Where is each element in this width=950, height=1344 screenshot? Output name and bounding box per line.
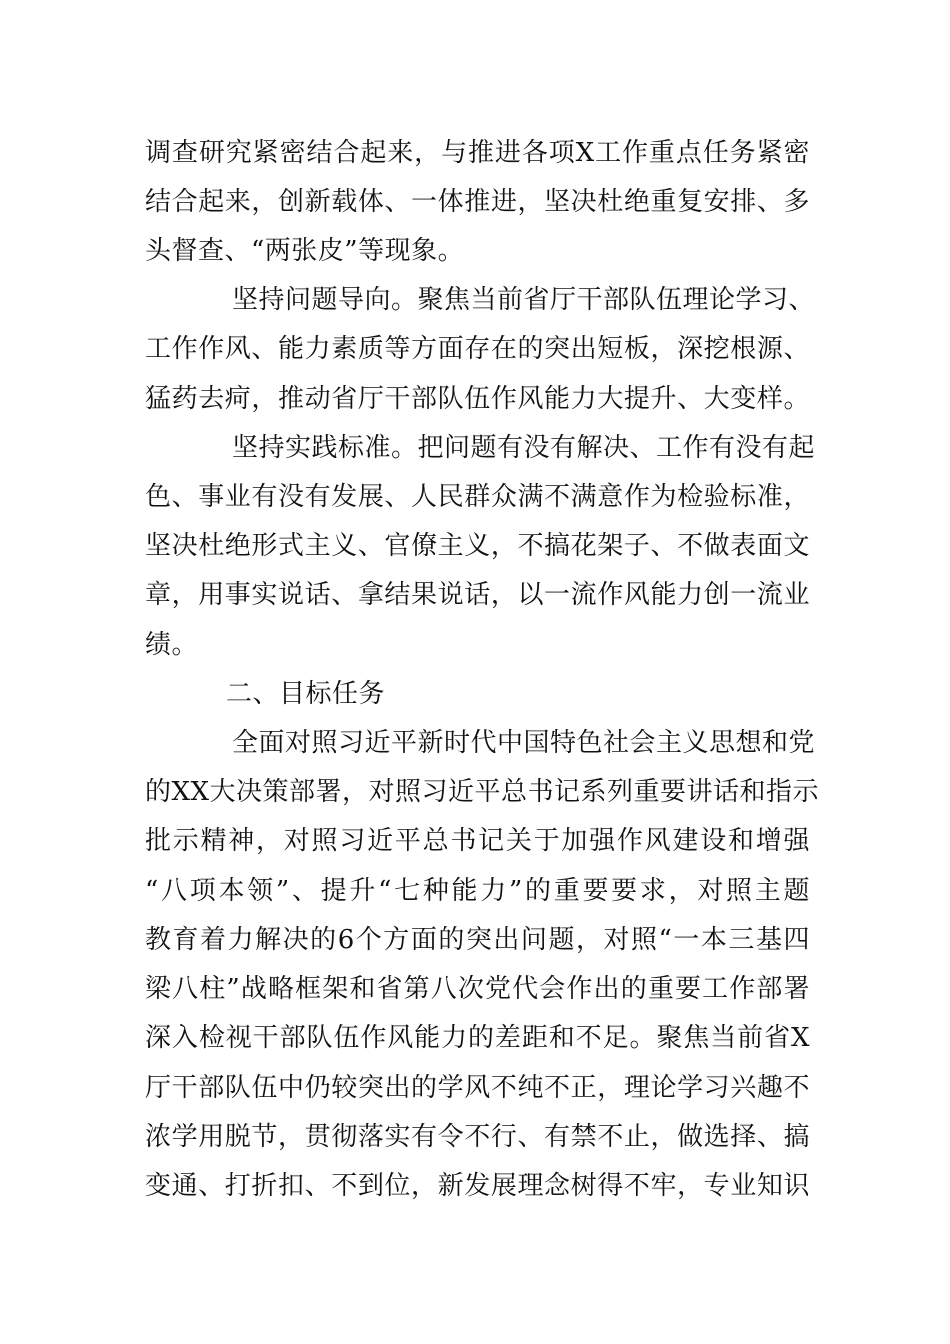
body-text-line: 深入检视干部队伍作风能力的差距和不足。聚焦当前省X [145, 1023, 810, 1053]
body-text-line: 梁八柱”战略框架和省第八次党代会作出的重要工作部署 [145, 974, 810, 1004]
body-text-line: 浓学用脱节，贯彻落实有令不行、有禁不止，做选择、搞 [145, 1122, 810, 1152]
body-text-line: 厅干部队伍中仍较突出的学风不纯不正，理论学习兴趣不 [145, 1073, 810, 1103]
body-text-line: 调查研究紧密结合起来，与推进各项X工作重点任务紧密 [145, 138, 810, 168]
body-text-line: 结合起来，创新载体、一体推进，坚决杜绝重复安排、多 [145, 187, 810, 217]
body-text-line: 变通、打折扣、不到位，新发展理念树得不牢，专业知识 [145, 1171, 810, 1201]
body-text-line: 批示精神，对照习近平总书记关于加强作风建设和增强 [145, 826, 810, 856]
body-text-line: 坚持问题导向。聚焦当前省厅干部队伍理论学习、 [232, 285, 816, 315]
body-text-line: 头督查、“两张皮”等现象。 [145, 236, 465, 266]
body-text-line: 绩。 [145, 630, 199, 660]
body-text-line: 坚持实践标准。把问题有没有解决、工作有没有起 [232, 433, 816, 463]
body-text-line: 全面对照习近平新时代中国特色社会主义思想和党 [232, 728, 816, 758]
body-text-line: 猛药去疴，推动省厅干部队伍作风能力大提升、大变样。 [145, 384, 810, 414]
body-text-line: 的XX大决策部署，对照习近平总书记系列重要讲话和指示 [145, 777, 820, 807]
body-text-line: 章，用事实说话、拿结果说话，以一流作风能力创一流业 [145, 580, 810, 610]
body-text-line: 教育着力解决的6个方面的突出问题，对照“一本三基四 [145, 925, 810, 955]
body-text-line: “八项本领”、提升“七种能力”的重要要求，对照主题 [145, 876, 810, 906]
section-heading: 二、目标任务 [226, 679, 386, 709]
body-text-line: 坚决杜绝形式主义、官僚主义，不搞花架子、不做表面文 [145, 531, 810, 561]
body-text-line: 色、事业有没有发展、人民群众满不满意作为检验标准， [145, 482, 810, 512]
body-text-line: 工作作风、能力素质等方面存在的突出短板，深挖根源、 [145, 334, 810, 364]
